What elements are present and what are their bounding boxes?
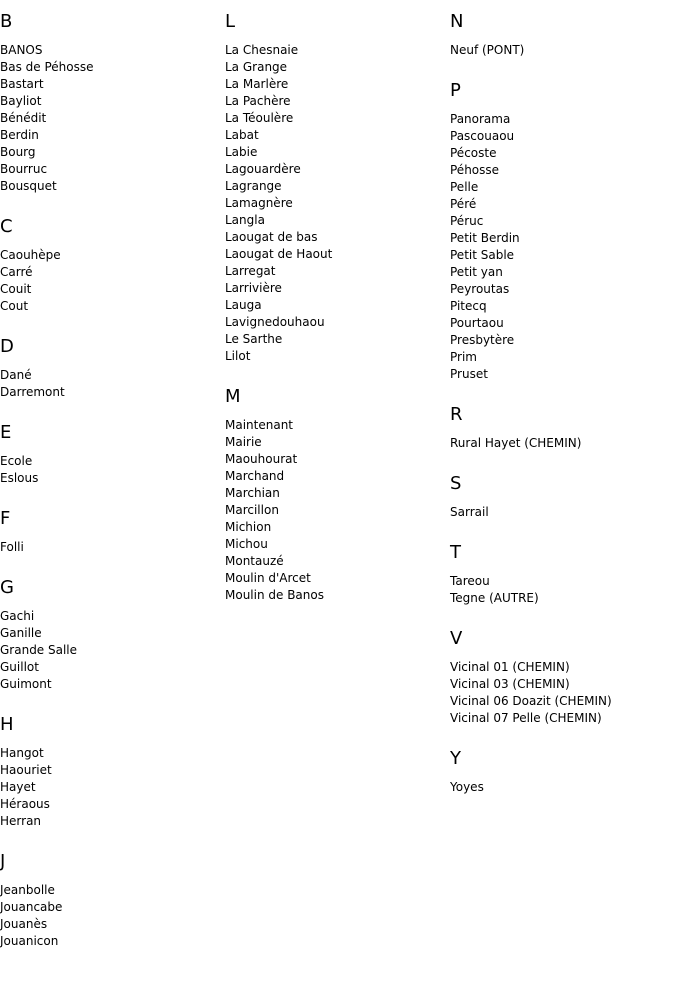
street-link[interactable]: Tareou xyxy=(450,574,490,588)
street-link[interactable]: Ganille xyxy=(0,626,42,640)
street-link[interactable]: Neuf (PONT) xyxy=(450,43,525,57)
street-link[interactable]: Vicinal 06 Doazit (CHEMIN) xyxy=(450,694,612,708)
street-link[interactable]: Presbytère xyxy=(450,333,515,347)
street-link[interactable]: Lilot xyxy=(225,349,251,363)
letter-group xyxy=(0,421,225,487)
street-link[interactable]: Laougat de bas xyxy=(225,230,318,244)
street-link[interactable]: Ecole xyxy=(0,454,33,468)
street-link[interactable]: Berdin xyxy=(0,128,39,142)
letter-group xyxy=(0,10,225,195)
street-link[interactable]: Moulin d'Arcet xyxy=(225,571,311,585)
street-link[interactable]: Michou xyxy=(225,537,268,551)
street-link[interactable]: Vicinal 03 (CHEMIN) xyxy=(450,677,570,691)
street-link[interactable]: Le Sarthe xyxy=(225,332,283,346)
street-link[interactable]: Péruc xyxy=(450,214,484,228)
street-list xyxy=(0,539,225,556)
letter-group xyxy=(450,10,675,59)
street-link[interactable]: La Marlère xyxy=(225,77,289,91)
street-link[interactable]: Caouhèpe xyxy=(0,248,61,262)
street-link[interactable]: Marcillon xyxy=(225,503,279,517)
street-link[interactable]: Tegne (AUTRE) xyxy=(450,591,539,605)
street-link[interactable]: Bourruc xyxy=(0,162,48,176)
street-link[interactable]: La Chesnaie xyxy=(225,43,299,57)
street-link[interactable]: Hangot xyxy=(0,746,44,760)
street-link[interactable]: Marchand xyxy=(225,469,285,483)
letter-group xyxy=(450,79,675,383)
street-list xyxy=(0,42,225,195)
street-link[interactable]: Bénédit xyxy=(0,111,47,125)
street-link[interactable]: Bayliot xyxy=(0,94,42,108)
street-link[interactable]: Grande Salle xyxy=(0,643,78,657)
street-list xyxy=(450,435,675,452)
street-link[interactable]: Jouanicon xyxy=(0,934,59,948)
street-link[interactable]: Hayet xyxy=(0,780,36,794)
street-link[interactable]: Bas de Péhosse xyxy=(0,60,94,74)
street-link[interactable]: Pourtaou xyxy=(450,316,504,330)
letter-heading: S xyxy=(450,473,462,494)
letter-group xyxy=(0,713,225,830)
street-link[interactable]: Moulin de Banos xyxy=(225,588,324,602)
street-link[interactable]: Pruset xyxy=(450,367,488,381)
street-link[interactable]: Guillot xyxy=(0,660,39,674)
letter-group xyxy=(0,850,225,950)
street-link[interactable]: Mairie xyxy=(225,435,262,449)
letter-heading: Y xyxy=(450,748,461,769)
letter-group xyxy=(0,576,225,693)
street-list xyxy=(450,573,675,607)
index-column-3 xyxy=(450,10,675,816)
street-link[interactable]: Lauga xyxy=(225,298,262,312)
street-link[interactable]: Darremont xyxy=(0,385,65,399)
street-link[interactable]: Pitecq xyxy=(450,299,487,313)
street-link[interactable]: Eslous xyxy=(0,471,39,485)
street-link[interactable]: Marchian xyxy=(225,486,280,500)
street-link[interactable]: Peyroutas xyxy=(450,282,510,296)
street-link[interactable]: Cout xyxy=(0,299,29,313)
street-list xyxy=(450,659,675,727)
street-link[interactable]: Montauzé xyxy=(225,554,284,568)
street-link[interactable]: Pascouaou xyxy=(450,129,515,143)
street-link[interactable]: Bastart xyxy=(0,77,44,91)
street-list xyxy=(450,504,675,521)
street-list xyxy=(0,247,225,315)
letter-heading: B xyxy=(0,11,13,32)
street-link[interactable]: Lagouardère xyxy=(225,162,301,176)
street-link[interactable]: Péhosse xyxy=(450,163,500,177)
street-link[interactable]: Jeanbolle xyxy=(0,883,55,897)
street-link[interactable]: Pelle xyxy=(450,180,479,194)
letter-heading: D xyxy=(0,336,14,357)
street-link[interactable]: Jouancabe xyxy=(0,900,63,914)
street-link[interactable]: Lavignedouhaou xyxy=(225,315,325,329)
letter-heading: R xyxy=(450,404,463,425)
letter-heading: E xyxy=(0,422,12,443)
street-link[interactable]: Dané xyxy=(0,368,32,382)
letter-heading: G xyxy=(0,577,14,598)
street-link[interactable]: BANOS xyxy=(0,43,43,57)
street-link[interactable]: Gachi xyxy=(0,609,35,623)
street-list xyxy=(0,882,225,950)
letter-group xyxy=(450,472,675,521)
letter-heading: T xyxy=(450,542,461,563)
street-link[interactable]: Sarrail xyxy=(450,505,489,519)
street-link[interactable]: Haouriet xyxy=(0,763,52,777)
letter-group xyxy=(450,403,675,452)
street-link[interactable]: Maintenant xyxy=(225,418,294,432)
street-link[interactable]: Labie xyxy=(225,145,258,159)
letter-heading: J xyxy=(0,851,6,872)
street-link[interactable]: Guimont xyxy=(0,677,52,691)
letter-group xyxy=(450,627,675,727)
street-link[interactable]: Larregat xyxy=(225,264,276,278)
letter-heading: C xyxy=(0,216,13,237)
letter-heading: N xyxy=(450,11,464,32)
street-link[interactable]: Yoyes xyxy=(450,780,484,794)
street-list xyxy=(0,608,225,693)
letter-heading: L xyxy=(225,11,236,32)
street-link[interactable]: Petit yan xyxy=(450,265,503,279)
street-link[interactable]: Vicinal 07 Pelle (CHEMIN) xyxy=(450,711,602,725)
street-link[interactable]: Lamagnère xyxy=(225,196,293,210)
letter-group xyxy=(450,541,675,607)
letter-heading: P xyxy=(450,80,461,101)
street-link[interactable]: Vicinal 01 (CHEMIN) xyxy=(450,660,570,674)
letter-heading: M xyxy=(225,386,241,407)
letter-group xyxy=(225,10,450,365)
street-link[interactable]: Lagrange xyxy=(225,179,282,193)
street-link[interactable]: Prim xyxy=(450,350,477,364)
street-link[interactable]: Bourg xyxy=(0,145,36,159)
street-link[interactable]: Bousquet xyxy=(0,179,57,193)
street-link[interactable]: Langla xyxy=(225,213,265,227)
street-link[interactable]: Pécoste xyxy=(450,146,497,160)
street-link[interactable]: Petit Sable xyxy=(450,248,515,262)
street-link[interactable]: Rural Hayet (CHEMIN) xyxy=(450,436,582,450)
street-link[interactable]: La Pachère xyxy=(225,94,291,108)
street-list xyxy=(0,745,225,830)
street-list xyxy=(225,42,450,365)
street-link[interactable]: Folli xyxy=(0,540,24,554)
letter-group xyxy=(0,215,225,315)
letter-heading: V xyxy=(450,628,463,649)
street-link[interactable]: Petit Berdin xyxy=(450,231,520,245)
street-link[interactable]: Michion xyxy=(225,520,272,534)
street-link[interactable]: Héraous xyxy=(0,797,50,811)
letter-heading: H xyxy=(0,714,14,735)
street-list xyxy=(450,42,675,59)
street-link[interactable]: Maouhourat xyxy=(225,452,298,466)
index-column-2 xyxy=(225,10,450,624)
street-link[interactable]: La Grange xyxy=(225,60,288,74)
street-list xyxy=(450,111,675,383)
street-link[interactable]: Couit xyxy=(0,282,32,296)
street-link[interactable]: Carré xyxy=(0,265,33,279)
street-link[interactable]: Jouanès xyxy=(0,917,48,931)
street-list xyxy=(0,367,225,401)
letter-group xyxy=(0,507,225,556)
street-list xyxy=(450,779,675,796)
letter-group xyxy=(225,385,450,604)
street-list xyxy=(0,453,225,487)
street-link[interactable]: Larrivière xyxy=(225,281,282,295)
street-link[interactable]: Labat xyxy=(225,128,259,142)
street-link[interactable]: Panorama xyxy=(450,112,511,126)
letter-heading: F xyxy=(0,508,11,529)
street-list xyxy=(225,417,450,604)
letter-group xyxy=(0,335,225,401)
street-link[interactable]: Laougat de Haout xyxy=(225,247,333,261)
index-column-1 xyxy=(0,10,225,970)
street-link[interactable]: Péré xyxy=(450,197,477,211)
street-link[interactable]: Herran xyxy=(0,814,42,828)
street-link[interactable]: La Téoulère xyxy=(225,111,294,125)
letter-group xyxy=(450,747,675,796)
